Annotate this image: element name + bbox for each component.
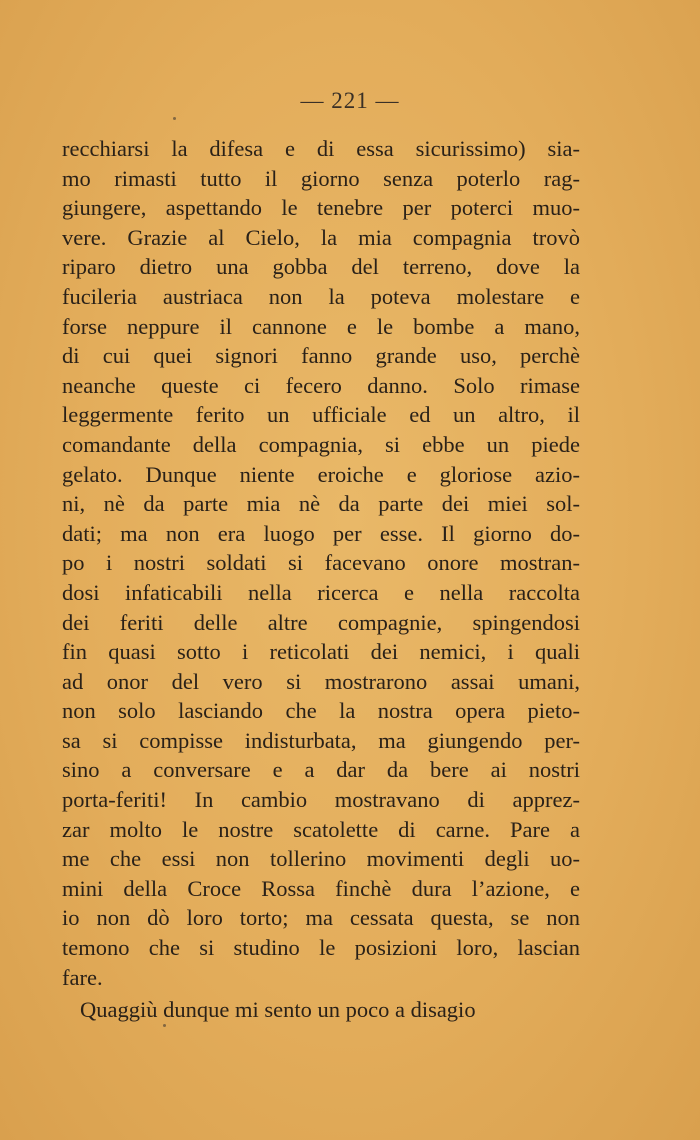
text-line: mini della Croce Rossa finchè dura l’azione, e <box>62 875 580 901</box>
text-line: gelato. Dunque niente eroiche e gloriose azio- <box>62 461 580 487</box>
text-line: comandante della compagnia, si ebbe un piede <box>62 431 580 457</box>
text-line: sa si compisse indisturbata, ma giungendo per- <box>62 727 580 753</box>
text-line: ni, nè da parte mia nè da parte dei miei sol- <box>62 491 580 517</box>
text-line: fucileria austriaca non la poteva molestare e <box>62 283 580 309</box>
text-line: dei feriti delle altre compagnie, spingendosi <box>62 609 580 635</box>
text-line: po i nostri soldati si facevano onore mostran- <box>62 550 580 576</box>
text-line: di cui quei signori fanno grande uso, perchè <box>62 343 580 369</box>
paper-speck <box>163 1024 166 1027</box>
text-line: non solo lasciando che la nostra opera pieto- <box>62 698 580 724</box>
text-line: giungere, aspettando le tenebre per poterci muo- <box>62 195 580 221</box>
paper-speck <box>173 117 176 120</box>
text-line: fare. <box>62 964 103 990</box>
text-line: neanche queste ci fecero danno. Solo rimase <box>62 372 580 398</box>
text-line: recchiarsi la difesa e di essa sicurissimo) sia- <box>62 136 580 161</box>
text-line: fin quasi sotto i reticolati dei nemici, i quali <box>62 639 580 665</box>
text-line: io non dò loro torto; ma cessata questa, se non <box>62 905 580 931</box>
text-line: riparo dietro una gobba del terreno, dove la <box>62 254 580 280</box>
paragraph-start-line: Quaggiù dunque mi sento un poco a disagio <box>80 997 476 1023</box>
text-line: leggermente ferito un ufficiale ed un altro, il <box>62 402 580 428</box>
text-line: sino a conversare e a dar da bere ai nostri <box>62 757 580 783</box>
text-line: temono che si studino le posizioni loro, lascian <box>62 935 580 961</box>
body-text <box>62 134 580 1025</box>
text-line: vere. Grazie al Cielo, la mia compagnia trovò <box>62 224 580 250</box>
page-number: — 221 — <box>300 88 400 113</box>
text-line: porta-feriti! In cambio mostravano di apprez- <box>62 787 580 813</box>
text-line: zar molto le nostre scatolette di carne. Pare a <box>62 816 580 842</box>
text-line: dosi infaticabili nella ricerca e nella raccolta <box>62 579 580 605</box>
text-line: mo rimasti tutto il giorno senza poterlo rag- <box>62 165 580 191</box>
text-line: me che essi non tollerino movimenti degli uo- <box>62 846 580 872</box>
text-line: forse neppure il cannone e le bombe a mano, <box>62 313 580 339</box>
text-line: ad onor del vero si mostrarono assai umani, <box>62 668 580 694</box>
text-line: dati; ma non era luogo per esse. Il giorno do- <box>62 520 580 546</box>
